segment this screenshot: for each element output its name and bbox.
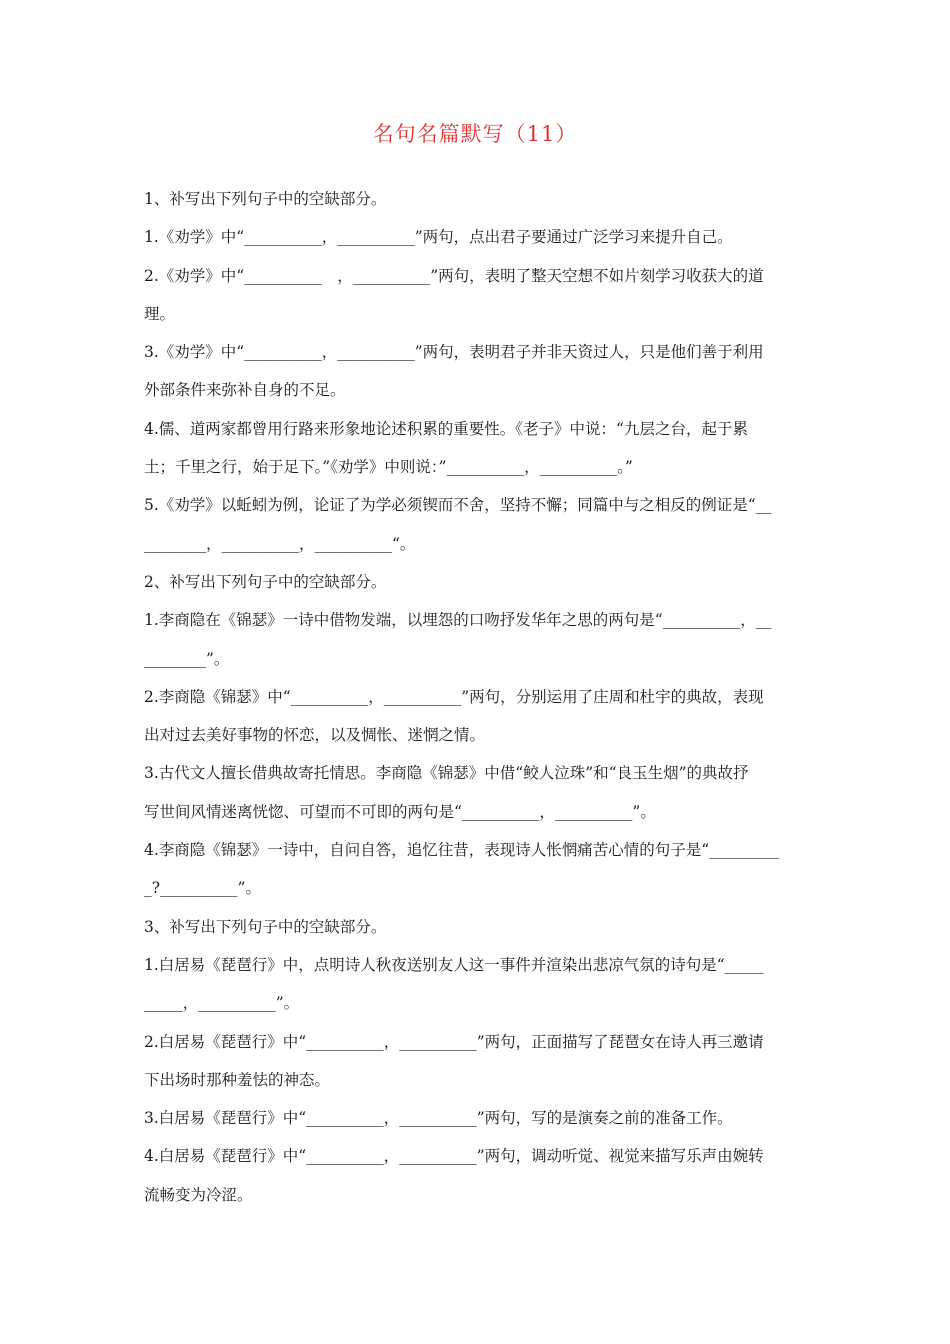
text-line: 2.《劝学》中“__________ ，__________”两句，表明了整天空想不如片刻学习收获大的道 bbox=[144, 266, 764, 285]
text-line: 土；千里之行，始于足下。”《劝学》中则说：”__________，__________。” bbox=[144, 458, 633, 477]
text-line: 4.儒、道两家都曾用行路来形象地论述积累的重要性。《老子》中说：“九层之台，起于累 bbox=[144, 419, 748, 438]
text-line: ________”。 bbox=[144, 649, 230, 668]
text-line: 出对过去美好事物的怀恋，以及惆怅、迷惘之情。 bbox=[144, 726, 486, 745]
text-line: 4.白居易《琵琶行》中“__________，__________”两句，调动听觉、视觉来描写乐声由婉转 bbox=[144, 1147, 764, 1166]
text-line: 下出场时那种羞怯的神态。 bbox=[144, 1070, 331, 1089]
text-line: 3.《劝学》中“__________，__________”两句，表明君子并非天资过人，只是他们善于利用 bbox=[144, 343, 764, 362]
text-line: 2.李商隐《锦瑟》中“__________，__________”两句，分别运用了庄周和杜宇的典故，表现 bbox=[144, 687, 764, 706]
text-line: 写世间风情迷离恍惚、可望而不可即的两句是“__________，__________”。 bbox=[144, 802, 656, 821]
text-line: 3.古代文人擅长借典故寄托情思。李商隐《锦瑟》中借“鲛人泣珠”和“良玉生烟”的典故抒 bbox=[144, 764, 749, 783]
text-line: 2、补写出下列句子中的空缺部分。 bbox=[144, 572, 387, 591]
text-line: _____，__________”。 bbox=[144, 994, 300, 1013]
text-line: 5.《劝学》以蚯蚓为例，论证了为学必须锲而不舍，坚持不懈；同篇中与之相反的例证是“__ bbox=[144, 496, 772, 515]
text-line: 3.白居易《琵琶行》中“__________，__________”两句，写的是演奏之前的准备工作。 bbox=[144, 1109, 733, 1128]
text-line: 1.白居易《琵琶行》中，点明诗人秋夜送别友人这一事件并渲染出悲凉气氛的诗句是“_____ bbox=[144, 955, 764, 974]
text-line: 3、补写出下列句子中的空缺部分。 bbox=[144, 917, 387, 936]
text-line: 理。 bbox=[144, 304, 176, 323]
text-line: 2.白居易《琵琶行》中“__________，__________”两句，正面描写了琵琶女在诗人再三邀请 bbox=[144, 1032, 764, 1051]
text-line: _?__________”。 bbox=[144, 879, 261, 898]
text-line: 4.李商隐《锦瑟》一诗中，自问自答，追忆往昔，表现诗人怅惘痛苦心情的句子是“_________ bbox=[144, 841, 779, 860]
text-line: 1.李商隐在《锦瑟》一诗中借物发端，以埋怨的口吻抒发华年之思的两句是“__________，__ bbox=[144, 611, 772, 630]
text-line: 1、补写出下列句子中的空缺部分。 bbox=[144, 190, 387, 208]
text-line: 1.《劝学》中“__________，__________”两句，点出君子要通过广泛学习来提升自己。 bbox=[144, 228, 733, 247]
text-line: 流畅变为冷涩。 bbox=[144, 1185, 253, 1204]
text-line: ________，__________，__________“。 bbox=[144, 534, 416, 553]
page-title: 名句名篇默写（11） bbox=[372, 122, 578, 146]
text-line: 外部条件来弥补自身的不足。 bbox=[144, 381, 346, 400]
document-body bbox=[144, 180, 812, 1214]
